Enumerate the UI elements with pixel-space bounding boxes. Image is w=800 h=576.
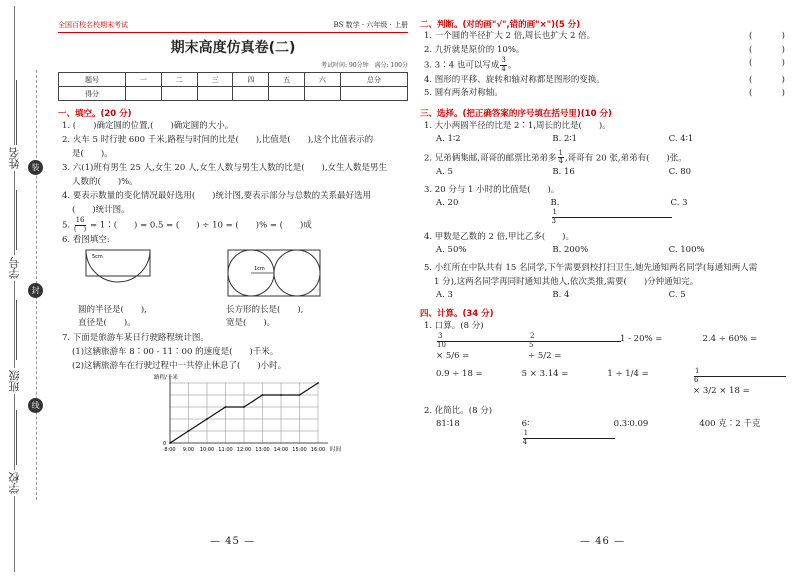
judge-3 (424, 57, 785, 73)
class-blank[interactable] (16, 300, 34, 360)
page-title: 期末高度仿真卷(二) (170, 40, 296, 56)
calc-item: 0.9 ÷ 18 = (436, 369, 483, 380)
x-tick-label: 8:00 (164, 446, 176, 453)
name-blank[interactable] (16, 80, 34, 150)
calc-1: 1. 口算。(8 分) (424, 321, 484, 332)
calc-item: 5 × 3.14 = (521, 369, 569, 380)
score-input[interactable] (233, 87, 269, 101)
option-b-fraction (552, 209, 672, 225)
question-4-cont: ( )统计图。 (72, 205, 130, 216)
judge-1-answer[interactable] (749, 30, 785, 44)
option-c[interactable]: C. 5 (668, 289, 686, 300)
x-tick-label: 15:00 (292, 446, 307, 453)
ratio-b-label: 6∶ (521, 418, 530, 429)
judge-1 (424, 30, 785, 44)
calc-item: 1 - 20% = (620, 334, 663, 345)
score-input[interactable] (126, 87, 162, 101)
question-7-2: (2)这辆旅游车在行驶过程中一共停止休息了( )小时。 (72, 360, 287, 371)
option-c[interactable]: C. 3 (670, 197, 688, 208)
score-cell: 四 (233, 73, 269, 87)
score-input[interactable] (340, 87, 407, 101)
calc-expr: × 5/6 = (436, 350, 470, 361)
frac-den: 5 (529, 341, 534, 350)
score-cell: 五 (269, 73, 305, 87)
judge-5-text: 5. 圆有两条对称轴。 (424, 88, 503, 99)
paren-open: ( (749, 74, 753, 85)
judge-5 (424, 87, 785, 101)
data-point (188, 430, 190, 432)
origin-label: 0 (162, 440, 166, 447)
choice-2-options (436, 166, 785, 179)
x-tick-label: 12:00 (236, 446, 252, 453)
option-b[interactable]: B. 200% (552, 244, 589, 255)
x-tick-label: 14:00 (273, 446, 289, 453)
choice-5-options (436, 289, 785, 302)
section-fill-blank: 一、填空。(20 分) (58, 109, 132, 119)
q5-num: 16 (75, 216, 85, 225)
score-table (58, 72, 408, 101)
q5-fraction (74, 217, 86, 233)
x-axis-label: 时间 (330, 446, 342, 453)
question-6: 6. 看图填空: (62, 235, 110, 246)
left-page (58, 20, 408, 459)
student-no-blank[interactable] (16, 190, 34, 250)
score-cell: 三 (197, 73, 233, 87)
judge-5-answer[interactable] (749, 87, 785, 101)
judge-3-text: 3. 3∶4 也可以写成 (424, 60, 500, 71)
frac-num: 1 (694, 368, 786, 377)
question-5 (62, 217, 408, 233)
fig1-label: 5cm (92, 253, 103, 260)
distance-chart (150, 373, 390, 459)
paren-open: ( (749, 31, 753, 41)
calc-item: 1 ÷ 1/4 = (607, 369, 649, 380)
score-cell: 得分 (59, 87, 126, 101)
x-tick-label: 9:00 (182, 446, 195, 453)
choice-2-pre: 2. 兄弟俩集邮,哥哥的邮票比弟弟多 (424, 153, 557, 164)
option-a[interactable]: A. 3 (436, 289, 453, 300)
option-a[interactable]: A. 5 (436, 166, 453, 177)
question-7: 7. 下面是旅游车某日行驶路程统计图。 (62, 332, 209, 343)
paren-close: ) (781, 44, 785, 55)
calc-expr: × 3/2 × 18 = (693, 385, 750, 396)
series-name: 全国百校名校期末考试 (58, 21, 128, 29)
score-cell: 一 (126, 73, 162, 87)
calc-frac (529, 333, 621, 349)
calc-row-1 (436, 333, 785, 362)
paren-close: ) (781, 31, 785, 41)
option-b-label: B. (550, 197, 560, 208)
calc-row-2 (436, 368, 785, 397)
frac-num: 2 (529, 333, 621, 342)
choice-2 (424, 150, 785, 166)
x-tick-label: 11:00 (218, 446, 233, 453)
judge-2 (424, 44, 785, 58)
paren-open: ( (749, 58, 753, 69)
question-2-cont: 是( )。 (72, 149, 113, 160)
ratio-frac (523, 430, 615, 446)
paren-open: ( (749, 44, 753, 55)
option-c[interactable]: C. 80 (668, 166, 692, 177)
option-b[interactable]: B. 16 (552, 166, 575, 177)
j3-den: 4 (501, 64, 506, 73)
school-blank[interactable] (16, 410, 34, 465)
school-label: 学校 (8, 472, 21, 494)
section-choice: 三、选择。(把正确答案的序号填在括号里)(10 分) (420, 108, 612, 119)
calc-2: 2. 化简比。(8 分) (424, 405, 493, 416)
choice-3-options (436, 197, 785, 226)
circle-right (274, 250, 320, 296)
score-table-row (59, 87, 408, 101)
calc-frac (437, 333, 529, 349)
choice-1: 1. 大小两圆半径的比是 2∶1,周长的比是( )。 (424, 120, 611, 131)
choice-5: 5. 小红所在中队共有 15 名同学,下午需要到校打扫卫生,她先通知两名同学(每通知两人需 (424, 262, 758, 273)
score-table-header (59, 73, 408, 87)
judge-2-text: 2. 九折就是原价的 10%。 (424, 44, 525, 55)
x-tick-label: 13:00 (255, 446, 270, 453)
q6-radius: 圆的半径是( ), (78, 304, 147, 315)
paren-close: ) (781, 88, 785, 99)
option-a[interactable]: A. 50% (436, 244, 467, 255)
section-calc: 四、计算。(34 分) (420, 309, 494, 320)
calc-item: 2.4 ÷ 60% = (702, 334, 758, 345)
score-cell: 六 (305, 73, 341, 87)
q6-diameter: 直径是( )。 (78, 318, 136, 329)
chart-svg (150, 373, 390, 459)
q5-number: 5. (62, 220, 71, 231)
j3-num: 3 (501, 56, 506, 65)
data-point (225, 406, 227, 408)
binding-margin (0, 0, 50, 576)
score-input[interactable] (197, 87, 233, 101)
fig2-label: 1cm (254, 265, 265, 272)
calc-expr: ÷ 5/2 = (528, 350, 562, 361)
score-input[interactable] (161, 87, 197, 101)
q6-width: 宽是( )。 (226, 318, 276, 329)
score-cell: 二 (161, 73, 197, 87)
frac-den: 4 (522, 438, 528, 447)
option-a[interactable]: A. 20 (436, 197, 459, 208)
question-7-1: (1)这辆旅游车 8∶00 - 11∶00 的速度是( )千米。 (72, 346, 279, 357)
judge-1-text: 1. 一个圆的半径扩大 2 倍,周长也扩大 2 倍。 (424, 31, 596, 41)
question-3: 3. 六(1)班有男生 25 人,女生 20 人,女生人数与男生人数的比是( ),女生人数是男生 (62, 163, 388, 174)
data-point (280, 394, 282, 396)
ratio-item (522, 418, 614, 447)
frac-num: 1 (523, 430, 615, 439)
question-3-cont: 人数的( )%。 (72, 177, 138, 188)
frac-num: 3 (437, 333, 529, 342)
seal-mark-2: 封 (28, 283, 43, 298)
paren-close: ) (781, 74, 785, 85)
judge-4-answer[interactable] (749, 74, 785, 88)
ratio-row (436, 418, 785, 447)
frac-den: 10 (437, 341, 446, 350)
question-1: 1. ( )确定圆的位置,( )确定圆的大小。 (62, 121, 234, 131)
q5-den: ( ) (73, 224, 87, 233)
c2-num: 1 (558, 148, 563, 157)
page-number-right: — 46 — (580, 536, 626, 547)
q6-figure-svg (78, 248, 378, 304)
calc-item (528, 333, 620, 362)
question-2: 2. 火车 5 时行驶 600 千米,路程与时间的比是( ),比值是( ),这个比值表示的 (62, 135, 374, 146)
option-c[interactable]: C. 100% (668, 244, 705, 255)
y-axis-label: 路程/千米 (154, 374, 178, 381)
ratio-item: 81∶18 (436, 418, 460, 429)
option-b[interactable]: B. 2∶1 (552, 133, 578, 144)
judge-2-answer[interactable] (749, 44, 785, 58)
j3-end: 。 (507, 60, 517, 71)
choice-1-options (436, 133, 785, 146)
option-a[interactable]: A. 1∶2 (436, 133, 461, 144)
x-tick-label: 16:00 (310, 446, 326, 453)
paren-close: ) (781, 58, 785, 69)
subject-tag: BS 数学 · 六年级 · 上册 (333, 21, 408, 29)
judge-4 (424, 74, 785, 88)
seal-mark-1: 装 (28, 160, 43, 175)
choice-3: 3. 20 分与 1 小时的比值是( )。 (424, 184, 560, 195)
c3-den: 3 (551, 217, 556, 226)
choice-4: 4. 甲数是乙数的 2 倍,甲比乙多( )。 (424, 231, 574, 242)
judge-4-text: 4. 图形的平移、旋转和轴对称都是图形的变换。 (424, 74, 605, 85)
data-point (169, 442, 171, 444)
page-number-left: — 45 — (210, 536, 256, 547)
choice-2-fraction (558, 150, 564, 166)
score-cell: 总分 (340, 73, 407, 87)
judge-3-answer[interactable] (749, 57, 785, 73)
name-label: 姓名 (8, 147, 21, 169)
frac-den: 6 (694, 376, 699, 385)
section-judge: 二、判断。(对的画"√",错的画"×")(5 分) (420, 20, 581, 30)
exam-meta: 考试时间: 90分钟 满分: 100分 (321, 62, 408, 69)
score-input[interactable] (305, 87, 341, 101)
option-b[interactable] (551, 197, 671, 226)
data-point (243, 406, 245, 408)
seal-mark-3: 线 (28, 398, 43, 413)
q6-figures (78, 248, 408, 304)
data-point (317, 382, 319, 384)
paren-open: ( (749, 88, 753, 99)
choice-2-post: ,哥哥有 20 张,弟弟有( )张。 (564, 153, 687, 164)
header-row (58, 20, 408, 33)
option-c[interactable]: C. 4∶1 (668, 133, 694, 144)
ratio-item: 0.3∶0.09 (613, 418, 649, 429)
choice-4-options (436, 244, 785, 257)
option-b[interactable]: B. 4 (552, 289, 570, 300)
data-point (299, 394, 301, 396)
class-label: 班级 (8, 370, 21, 392)
calc-item (436, 333, 528, 362)
data-point (206, 418, 208, 420)
calc-item (693, 368, 785, 397)
calc-frac (694, 368, 786, 384)
q6-length: 长方形的长是( ), (226, 304, 304, 315)
c3-num: 1 (552, 209, 672, 218)
score-cell: 题号 (59, 73, 126, 87)
student-no-label: 学号 (8, 257, 21, 279)
data-point (262, 394, 264, 396)
score-input[interactable] (269, 87, 305, 101)
question-4: 4. 要表示数量的变化情况最好选用( )统计图,要表示部分与总数的关系最好选用 (62, 191, 372, 202)
x-tick-label: 10:00 (199, 446, 215, 453)
ratio-item: 400 克∶2 千克 (699, 418, 761, 429)
right-page (420, 18, 785, 453)
judge-3-fraction (500, 57, 506, 73)
q5-rest: = 1∶( ) = 0.5 = ( ) ÷ 10 = ( )% = ( )成 (90, 220, 312, 231)
choice-5-cont: 1 分),这两名同学再同时通知其他人,依次类推,需要( )分钟通知完。 (434, 276, 699, 287)
c2-den: 4 (558, 157, 563, 166)
